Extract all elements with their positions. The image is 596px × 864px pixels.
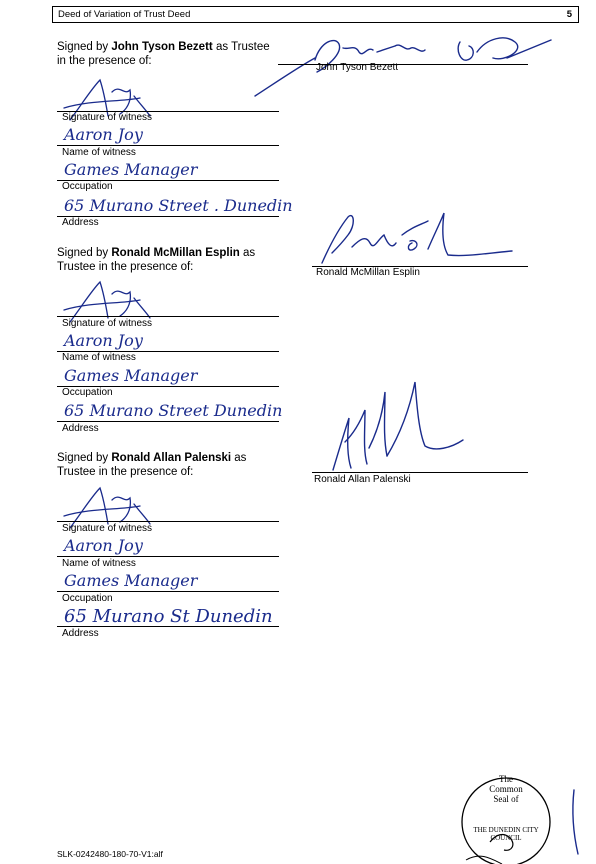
- trustee-label-3: Ronald Allan Palenski: [314, 474, 411, 485]
- witness-name-line-3: [57, 556, 279, 557]
- seal-line-2: Common: [489, 784, 523, 794]
- address-label-1: Address: [62, 217, 99, 228]
- witness-signature-label-3: Signature of witness: [62, 523, 153, 534]
- witness-signature-label-1: Signature of witness: [62, 112, 153, 123]
- witness-signature-label-2: Signature of witness: [62, 318, 153, 329]
- trustee-name: John Tyson Bezett: [111, 41, 213, 53]
- seal-line-3: Seal of: [493, 794, 519, 804]
- seal-line-5: COUNCIL: [490, 834, 522, 842]
- witness-occupation-2: Games Manager: [64, 366, 198, 385]
- execution-statement-3: Signed by Ronald Allan Palenski as Trustee in the presence of:: [57, 452, 247, 478]
- witness-name-line-1: [57, 145, 279, 146]
- seal-line-4: THE DUNEDIN CITY: [473, 826, 539, 834]
- council-common-seal: [460, 768, 552, 864]
- address-label-2: Address: [62, 423, 99, 434]
- occupation-line-3: [57, 591, 279, 592]
- trustee-signature-1: [255, 28, 555, 108]
- page-header: [52, 6, 579, 23]
- trustee-name: Ronald Allan Palenski: [111, 452, 232, 464]
- execution-statement-2: Signed by Ronald McMillan Esplin as Trustee in the presence of:: [57, 247, 256, 273]
- seal-signature-mark: [566, 788, 586, 858]
- trustee-signature-2: [316, 205, 516, 270]
- trustee-name: Ronald McMillan Esplin: [111, 247, 240, 259]
- seal-line-1: The: [499, 774, 513, 784]
- witness-name-1: Aaron Joy: [64, 125, 143, 144]
- witness-address-1: 65 Murano Street . Dunedin: [64, 196, 293, 215]
- document-reference: SLK-0242480-180-70-V1:alf: [57, 849, 163, 859]
- occupation-label-2: Occupation: [62, 387, 113, 398]
- witness-address-2: 65 Murano Street Dunedin: [64, 401, 283, 420]
- witness-name-3: Aaron Joy: [64, 536, 143, 555]
- trustee-signature-line-3: [312, 472, 528, 473]
- occupation-label-3: Occupation: [62, 593, 113, 604]
- address-label-3: Address: [62, 628, 99, 639]
- address-line-3: [57, 626, 279, 627]
- witness-name-label-2: Name of witness: [62, 352, 136, 363]
- page-number: 5: [566, 9, 572, 20]
- occupation-label-1: Occupation: [62, 181, 113, 192]
- witness-occupation-3: Games Manager: [64, 571, 198, 590]
- witness-address-3: 65 Murano St Dunedin: [64, 606, 273, 627]
- witness-occupation-1: Games Manager: [64, 160, 198, 179]
- trustee-label-2: Ronald McMillan Esplin: [316, 267, 420, 278]
- trustee-signature-3: [325, 372, 465, 472]
- witness-signature-line-3: [57, 521, 279, 522]
- witness-name-label-3: Name of witness: [62, 558, 136, 569]
- trustee-label-1: John Tyson Bezett: [316, 62, 399, 73]
- address-line-2: [57, 421, 279, 422]
- witness-name-2: Aaron Joy: [64, 331, 143, 350]
- witness-signature-line-2: [57, 316, 279, 317]
- witness-name-label-1: Name of witness: [62, 147, 136, 158]
- execution-statement-1: Signed by John Tyson Bezett as Trustee in the presence of:: [57, 41, 270, 67]
- document-title: Deed of Variation of Trust Deed: [58, 9, 191, 20]
